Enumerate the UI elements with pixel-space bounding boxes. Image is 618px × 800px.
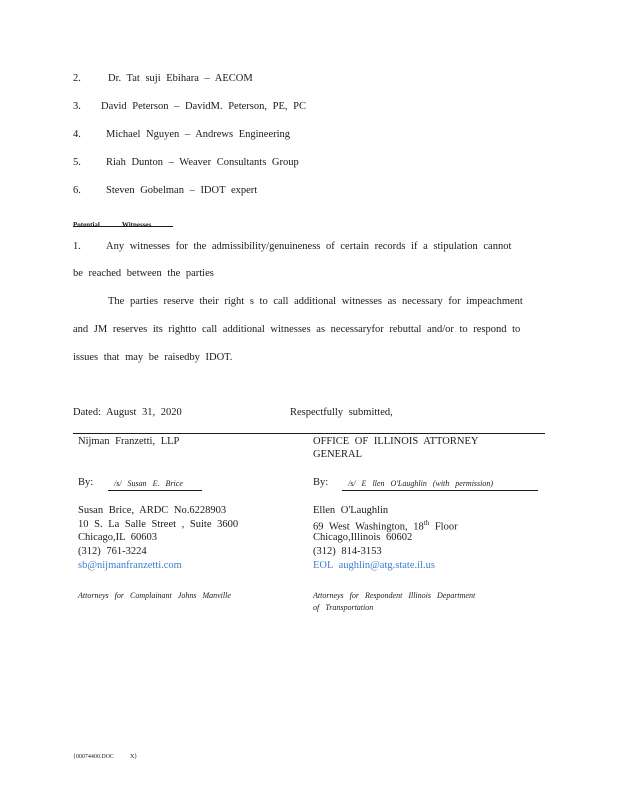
witness-entry: David Peterson – DavidM. Peterson, PE, PC [101, 101, 306, 112]
phone-number: (312) 814-3153 [313, 546, 382, 557]
document-id: {00074400.DOC [73, 754, 115, 760]
by-label: By: [313, 477, 329, 488]
electronic-signature: /s/ Susan E. Brice [114, 479, 183, 488]
witness-entry: Riah Dunton – Weaver Consultants Group [106, 157, 299, 168]
heading-word: Potential [73, 221, 100, 229]
signature-separator [73, 433, 545, 434]
paragraph-line: issues that may be raisedby IDOT. [73, 352, 233, 363]
address-line: Chicago,Illinois 60602 [313, 532, 413, 543]
heading-underline [73, 226, 173, 227]
heading-word: Witnesses [121, 221, 152, 229]
respectfully-submitted: Respectfully submitted, [290, 407, 393, 418]
item-text-line: Any witnesses for the admissibility/genuineness of certain records if a stipulation cannot [106, 241, 512, 252]
attorneys-for-label: of Transportation [313, 603, 374, 612]
phone-number: (312) 761-3224 [78, 546, 147, 557]
email-link[interactable]: EOL aughlin@atg.state.il.us [313, 560, 435, 571]
attorney-name: Ellen O'Laughlin [313, 505, 389, 516]
witness-number: 3. [73, 101, 81, 112]
firm-name: Nijman Franzetti, LLP [78, 436, 180, 447]
address-line: Chicago,IL 60603 [78, 532, 158, 543]
attorneys-for-label: Attorneys for Complainant Johns Manville [78, 591, 231, 600]
ordinal-suffix: th [423, 519, 430, 527]
potential-witnesses-heading [73, 214, 173, 232]
attorneys-for-label: Attorneys for Respondent Illinois Department [313, 591, 476, 600]
paragraph-line: The parties reserve their right s to call additional witnesses as necessary for impeachment [108, 296, 523, 307]
witness-entry: Steven Gobelman – IDOT expert [106, 185, 258, 196]
office-name: OFFICE OF ILLINOIS ATTORNEY [313, 436, 479, 447]
office-name: GENERAL [313, 449, 362, 460]
witness-entry: Michael Nguyen – Andrews Engineering [106, 129, 291, 140]
witness-number: 2. [73, 73, 81, 84]
address-floor: Floor [429, 521, 458, 533]
witness-number: 4. [73, 129, 81, 140]
address-street: 69 West Washington, 18 [313, 521, 424, 533]
witness-number: 5. [73, 157, 81, 168]
by-label: By: [78, 477, 94, 488]
email-link[interactable]: sb@nijmanfranzetti.com [78, 560, 182, 571]
document-id-suffix: X} [130, 754, 138, 760]
witness-number: 6. [73, 185, 81, 196]
dated-line: Dated: August 31, 2020 [73, 407, 182, 418]
address-line [313, 519, 458, 533]
paragraph-line: and JM reserves its rightto call additional witnesses as necessaryfor rebuttal and/or to respond to [73, 324, 521, 335]
witness-entry: Dr. Tat suji Ebihara – AECOM [108, 73, 253, 84]
address-line: 10 S. La Salle Street , Suite 3600 [78, 519, 239, 530]
item-text-line: be reached between the parties [73, 268, 214, 279]
signature-line [342, 490, 538, 491]
electronic-signature: /s/ E llen O'Laughlin (with permission) [348, 479, 494, 488]
attorney-name: Susan Brice, ARDC No.6228903 [78, 505, 227, 516]
item-number: 1. [73, 241, 81, 252]
signature-line [108, 490, 202, 491]
